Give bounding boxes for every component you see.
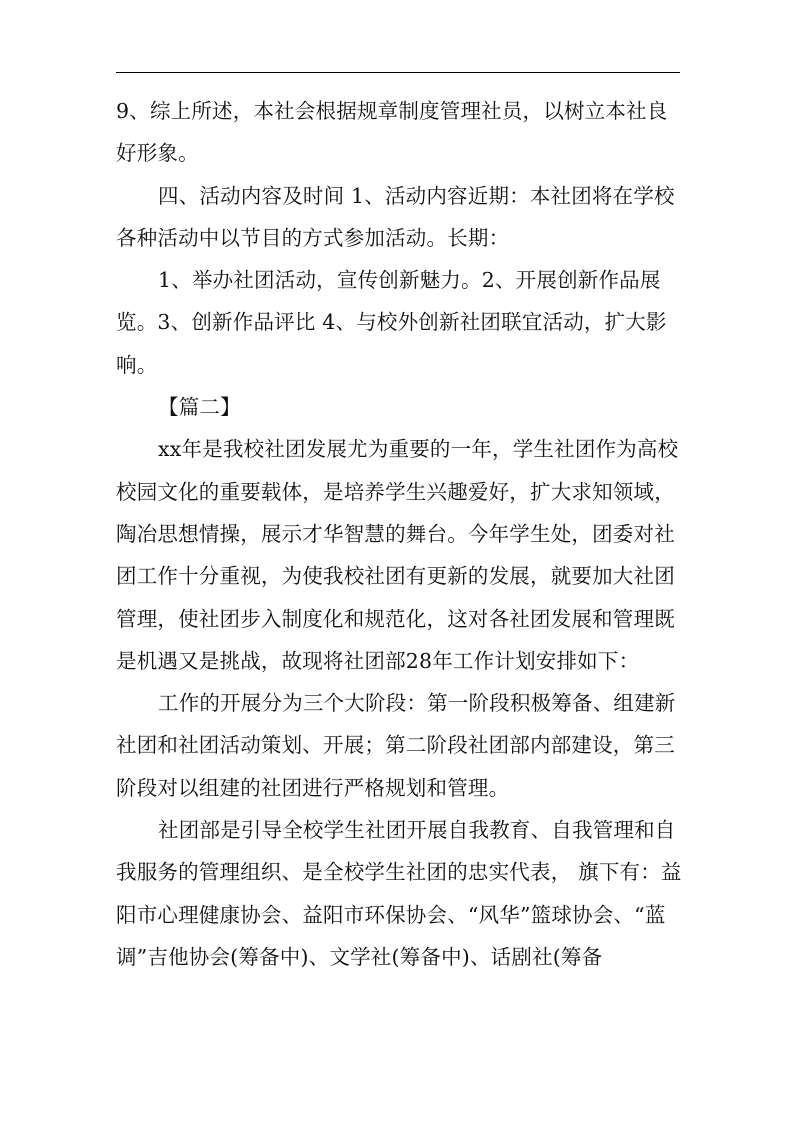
paragraph-activity-content: 四、活动内容及时间 1、活动内容近期：本社团将在学校各种活动中以节目的方式参加活动。长期： xyxy=(116,183,675,250)
paragraph-summary: 9、综上所述，本社会根据规章制度管理社员，以树立本社良好形象。 xyxy=(116,99,668,166)
paragraph-department: 社团部是引导全校学生社团开展自我教育、自我管理和自我服务的管理组织、是全校学生社团的忠实代表， 旗下有：益阳市心理健康协会、益阳市环保协会、“风华”篮球协会、“蓝调”吉他协会(筹备中)、文学社(筹备中)、话剧社(筹备 xyxy=(116,818,682,969)
paragraph-activity-list: 1、举办社团活动，宣传创新魅力。2、开展创新作品展览。3、创新作品评比 4、与校外创新社团联宜活动，扩大影响。 xyxy=(116,268,667,377)
section-heading-part-two: 【篇二】 xyxy=(158,395,241,420)
paragraph-intro: xx年是我校社团发展尤为重要的一年，学生社团作为高校校园文化的重要载体，是培养学生兴趣爱好，扩大求知领域，陶冶思想情操，展示才华智慧的舞台。今年学生处，团委对社团工作十分重视，为使我校社团有更新的发展，就要加大社团管理，使社团步入制度化和规范化，这对各社团发展和管理既是机遇又是挑战，故现将社团部28年工作计划安排如下： xyxy=(116,437,679,673)
body-text xyxy=(116,90,682,978)
paragraph-stages: 工作的开展分为三个大阶段：第一阶段积极筹备、组建新社团和社团活动策划、开展；第二阶段社团部内部建设，第三阶段对以组建的社团进行严格规划和管理。 xyxy=(116,691,676,800)
header-rule xyxy=(116,72,680,73)
